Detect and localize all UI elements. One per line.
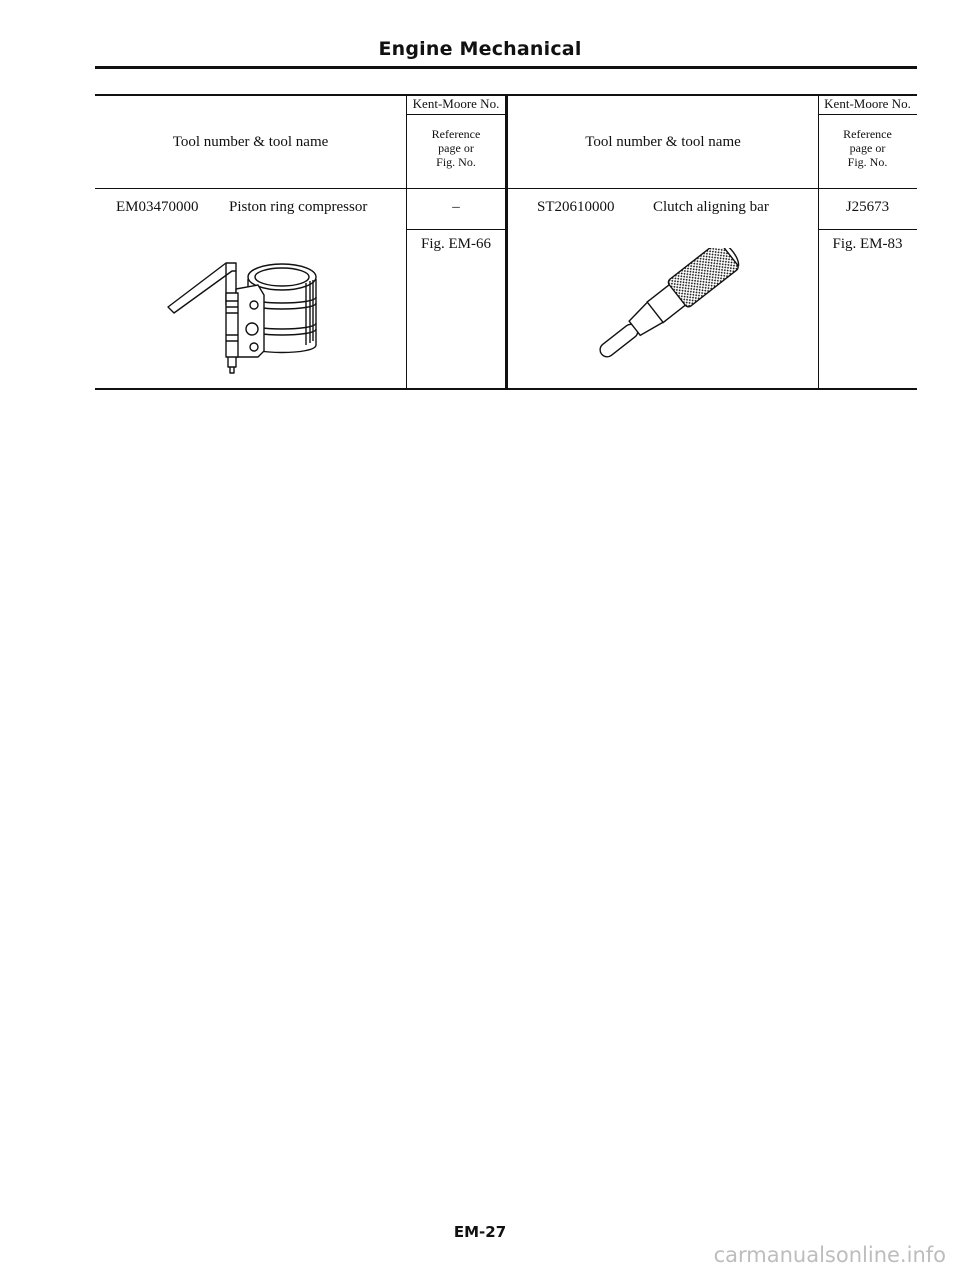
header-bottom-rule [95, 188, 917, 189]
right-tool-number: ST20610000 [537, 199, 615, 215]
right-km-underline [818, 114, 917, 115]
left-ref-rule [406, 229, 505, 230]
left-kent-moore-value: – [452, 199, 460, 215]
header-rule [95, 66, 917, 69]
left-tool-header: Tool number & tool name [172, 134, 329, 150]
left-reference-value: Fig. EM-66 [420, 236, 491, 252]
piston-ring-compressor-illustration [160, 245, 330, 375]
clutch-aligning-bar-illustration [580, 248, 755, 358]
right-kent-moore-value: J25673 [845, 199, 890, 215]
right-kent-moore-header: Kent-Moore No. [824, 96, 911, 111]
right-ref-header-1: Reference [843, 127, 892, 141]
left-tool-name: Piston ring compressor [229, 199, 368, 215]
right-ref-rule [818, 229, 917, 230]
left-km-underline [406, 114, 505, 115]
right-ref-header-2: page or [849, 141, 886, 155]
right-tool-name: Clutch aligning bar [653, 199, 769, 215]
page-number: EM-27 [453, 1223, 507, 1241]
page-title: Engine Mechanical [378, 38, 582, 60]
watermark: carmanualsonline.info [713, 1243, 946, 1267]
right-reference-value: Fig. EM-83 [832, 236, 903, 252]
left-ref-header-3: Fig. No. [436, 155, 476, 169]
right-tool-header: Tool number & tool name [585, 134, 741, 150]
left-tool-number: EM03470000 [116, 199, 199, 215]
table-bottom-rule [95, 388, 917, 390]
left-ref-header-1: Reference [431, 127, 481, 141]
left-ref-header-2: page or [438, 141, 474, 155]
left-kent-moore-header: Kent-Moore No. [412, 96, 500, 111]
right-ref-header-3: Fig. No. [847, 155, 888, 169]
